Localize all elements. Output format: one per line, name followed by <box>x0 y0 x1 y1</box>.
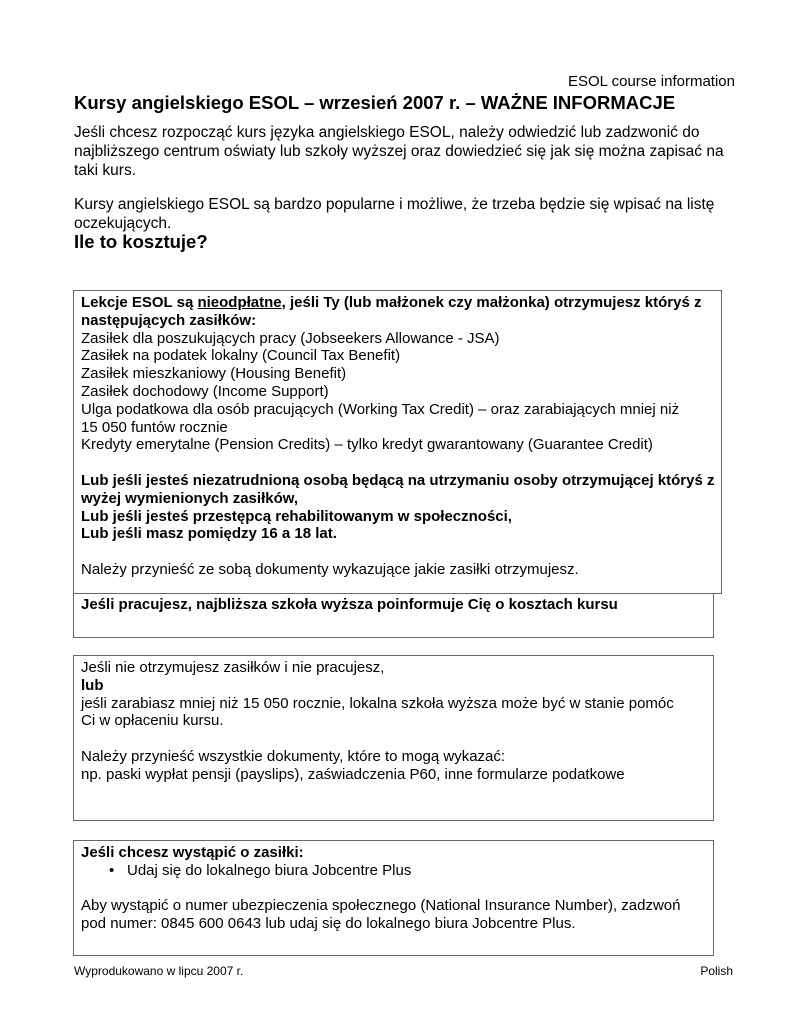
ni-number-line: Aby wystąpić o numer ubezpieczenia społecznego (National Insurance Number), zadzwoń <box>81 897 681 915</box>
free-lessons-lead <box>81 294 714 312</box>
lead-suffix: jeśli Ty (lub małżonek czy małżonka) otrzymujesz któryś z <box>285 294 702 311</box>
documents-note: Należy przynieść ze sobą dokumenty wykazujące jakie zasiłki otrzymujesz. <box>81 560 579 578</box>
text-line: Kursy angielskiego ESOL są bardzo popularne i możliwe, że trzeba będzie się wpisać na listę <box>74 196 715 213</box>
no-benefits-box <box>73 655 714 821</box>
text-line: taki kurs. <box>74 162 137 179</box>
page-title: Kursy angielskiego ESOL – wrzesień 2007 r. – WAŻNE INFORMACJE <box>74 92 676 113</box>
condition-line: wyżej wymienionych zasiłków, <box>81 489 299 507</box>
text-line: Jeśli chcesz rozpocząć kurs języka angielskiego ESOL, należy odwiedzić lub zadzwonić do <box>74 124 700 141</box>
apply-benefits-list <box>81 862 706 880</box>
low-income-line: Ci w opłaceniu kursu. <box>81 712 224 730</box>
intro-paragraph-2 <box>74 195 734 233</box>
condition-line: Lub jeśli jesteś przestępcą rehabilitowanym w społeczności, <box>81 507 512 525</box>
benefit-item: Zasiłek mieszkaniowy (Housing Benefit) <box>81 365 347 383</box>
benefit-item: Zasiłek dla poszukujących pracy (Jobseekers Allowance - JSA) <box>81 329 500 347</box>
free-lessons-box <box>73 290 722 594</box>
lead-underlined: nieodpłatne, <box>197 294 286 311</box>
list-item: • Udaj się do lokalnego biura Jobcentre Plus <box>81 862 706 880</box>
benefit-item: 15 050 funtów rocznie <box>81 418 228 436</box>
no-benefits-line: Jeśli nie otrzymujesz zasiłków i nie pracujesz, <box>81 659 385 676</box>
condition-line: Lub jeśli masz pomiędzy 16 a 18 lat. <box>81 525 337 543</box>
intro-paragraph-1 <box>74 123 734 180</box>
or-label: lub <box>81 676 104 694</box>
text-line: najbliższego centrum oświaty lub szkoły wyższej oraz dowiedzieć się jak się można zapisać na <box>74 143 724 160</box>
lead-prefix: Lekcje ESOL są <box>81 294 198 311</box>
section-heading: Ile to kosztuje? <box>74 231 208 252</box>
benefit-item: Zasiłek dochodowy (Income Support) <box>81 382 329 400</box>
ni-number-line: pod numer: 0845 600 0643 lub udaj się do lokalnego biura Jobcentre Plus. <box>81 915 576 933</box>
working-cost-box <box>73 593 714 638</box>
text-line: oczekujących. <box>74 215 172 232</box>
apply-benefits-heading: Jeśli chcesz wystąpić o zasiłki: <box>81 844 304 861</box>
documents-line: Należy przynieść wszystkie dokumenty, które to mogą wykazać: <box>81 747 506 765</box>
working-cost-text: Jeśli pracujesz, najbliższa szkoła wyższa poinformuje Cię o kosztach kursu <box>81 596 618 613</box>
low-income-line: jeśli zarabiasz mniej niż 15 050 rocznie, lokalna szkoła wyższa może być w stanie pomóc <box>81 694 674 712</box>
apply-benefits-box <box>73 840 714 956</box>
footer-language: Polish <box>700 964 733 978</box>
documents-examples-line: np. paski wypłat pensji (payslips), zaświadczenia P60, inne formularze podatkowe <box>81 765 625 783</box>
footer-production-date: Wyprodukowano w lipcu 2007 r. <box>74 964 244 978</box>
benefit-item: Ulga podatkowa dla osób pracujących (Working Tax Credit) – oraz zarabiających mniej niż <box>81 400 680 418</box>
document-header-label: ESOL course information <box>567 73 735 90</box>
free-lessons-lead-line2: następujących zasiłków: <box>81 311 257 329</box>
benefit-item: Kredyty emerytalne (Pension Credits) – tylko kredyt gwarantowany (Guarantee Credit) <box>81 436 653 454</box>
condition-line: Lub jeśli jesteś niezatrudnioną osobą będącą na utrzymaniu osoby otrzymującej któryś z <box>81 471 715 489</box>
benefit-item: Zasiłek na podatek lokalny (Council Tax Benefit) <box>81 347 401 365</box>
